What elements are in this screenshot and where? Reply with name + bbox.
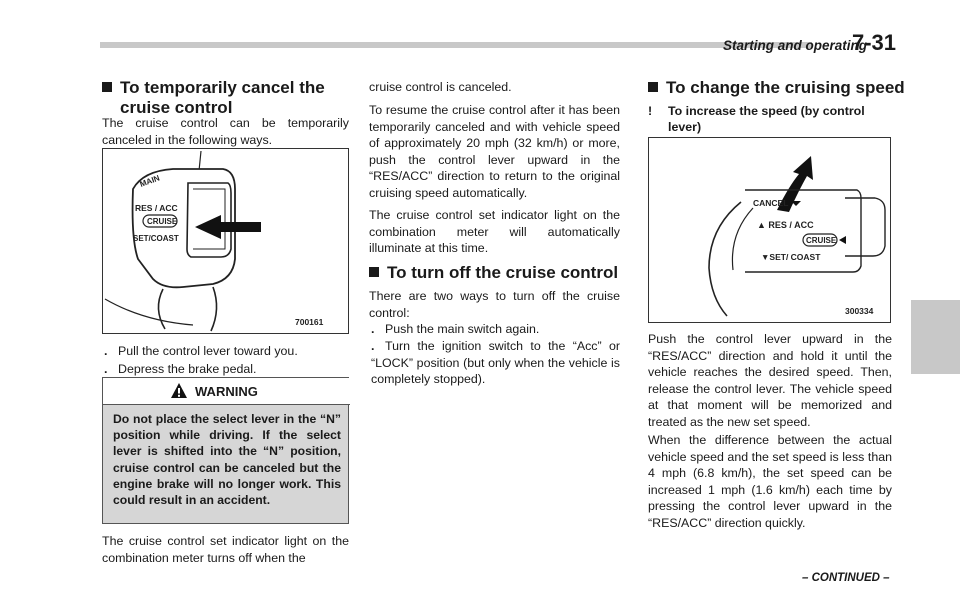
- heading-bullet-icon: [648, 82, 658, 92]
- page-number: 7-31: [852, 30, 897, 55]
- figure-code: 300334: [845, 306, 874, 316]
- heading-change-speed: To change the cruising speed: [648, 78, 908, 98]
- main-label: MAIN: [138, 173, 161, 189]
- subheading-increase-speed: ! To increase the speed (by control lever): [648, 104, 865, 134]
- figure-increase-lever: [648, 137, 891, 323]
- cruise-label: CRUISE: [806, 236, 837, 245]
- section-tab: [911, 300, 960, 374]
- heading-bullet-icon: [369, 267, 379, 277]
- lever-pull-illustration: [103, 149, 348, 333]
- res-label: ▲ RES / ACC: [757, 220, 814, 230]
- turn-off-item: . Turn the ignition switch to the “Acc” or “LOCK” position (but only when the vehicle is completely stopped).: [371, 339, 620, 386]
- warning-box: [102, 377, 349, 524]
- cancel-method-item: . Depress the brake pedal.: [104, 362, 257, 376]
- res-label: RES / ACC: [135, 203, 178, 213]
- warning-text: Do not place the select lever in the “N” position while driving. If the select lever is shifted into the “N” position, cruise control can be canceled but the engine brake will no longer work. This could result in an accident.: [113, 412, 341, 508]
- cancel-label: CANCEL: [753, 198, 789, 208]
- cancel-method-item: . Pull the control lever toward you.: [104, 344, 298, 358]
- turn-off-item: . Push the main switch again.: [371, 322, 540, 336]
- cruise-pointer-icon: [839, 236, 846, 244]
- cruise-label: CRUISE: [147, 217, 178, 226]
- set-label: ▼SET/ COAST: [761, 252, 821, 262]
- section-title: Starting and operating: [723, 38, 868, 53]
- illuminate-paragraph: The cruise control set indicator light on the combination meter will automatically illuminate at this time.: [369, 208, 620, 255]
- set-label: SET/COAST: [133, 234, 179, 243]
- indicator-paragraph: The cruise control set indicator light on the combination meter turns off when the: [102, 534, 349, 565]
- figure-cancel-lever: [102, 148, 349, 334]
- heading-temporarily-cancel: To temporarily cancel the cruise control: [102, 78, 362, 118]
- heading-bullet-icon: [102, 82, 112, 92]
- subheading-marker: !: [648, 104, 653, 118]
- header-rule: [100, 42, 812, 48]
- warning-header: [103, 378, 350, 405]
- continued-label: – CONTINUED –: [802, 572, 890, 584]
- intro-paragraph: The cruise control can be temporarily canceled in the following ways.: [102, 116, 349, 147]
- figure-code: 700161: [295, 317, 324, 327]
- warning-triangle-icon: [170, 382, 188, 400]
- warning-label: WARNING: [195, 384, 258, 399]
- heading-turn-off: To turn off the cruise control: [369, 263, 634, 283]
- increase-paragraph: Push the control lever upward in the “RES/ACC” direction and hold it until the vehicle reaches the desired speed. Then, release the control lever. The vehicle speed at that moment will be memorized and treated as the new set speed.: [648, 332, 892, 429]
- lever-up-illustration: [649, 138, 890, 322]
- resume-paragraph: To resume the cruise control after it has been temporarily canceled and with vehicle speed of approximately 20 mph (32 km/h) or more, push the control lever upward in the “RES/ACC” direction to return to the original cruising speed automatically.: [369, 103, 620, 200]
- turn-off-intro: There are two ways to turn off the cruise control:: [369, 289, 620, 320]
- difference-paragraph: When the difference between the actual vehicle speed and the set speed is less than 4 mph (6.8 km/h), the set speed can be increased 1 mph (1.6 km/h) each time by pressing the control lever upward in the “RES/ACC” direction quickly.: [648, 433, 892, 530]
- canceled-paragraph: cruise control is canceled.: [369, 80, 512, 94]
